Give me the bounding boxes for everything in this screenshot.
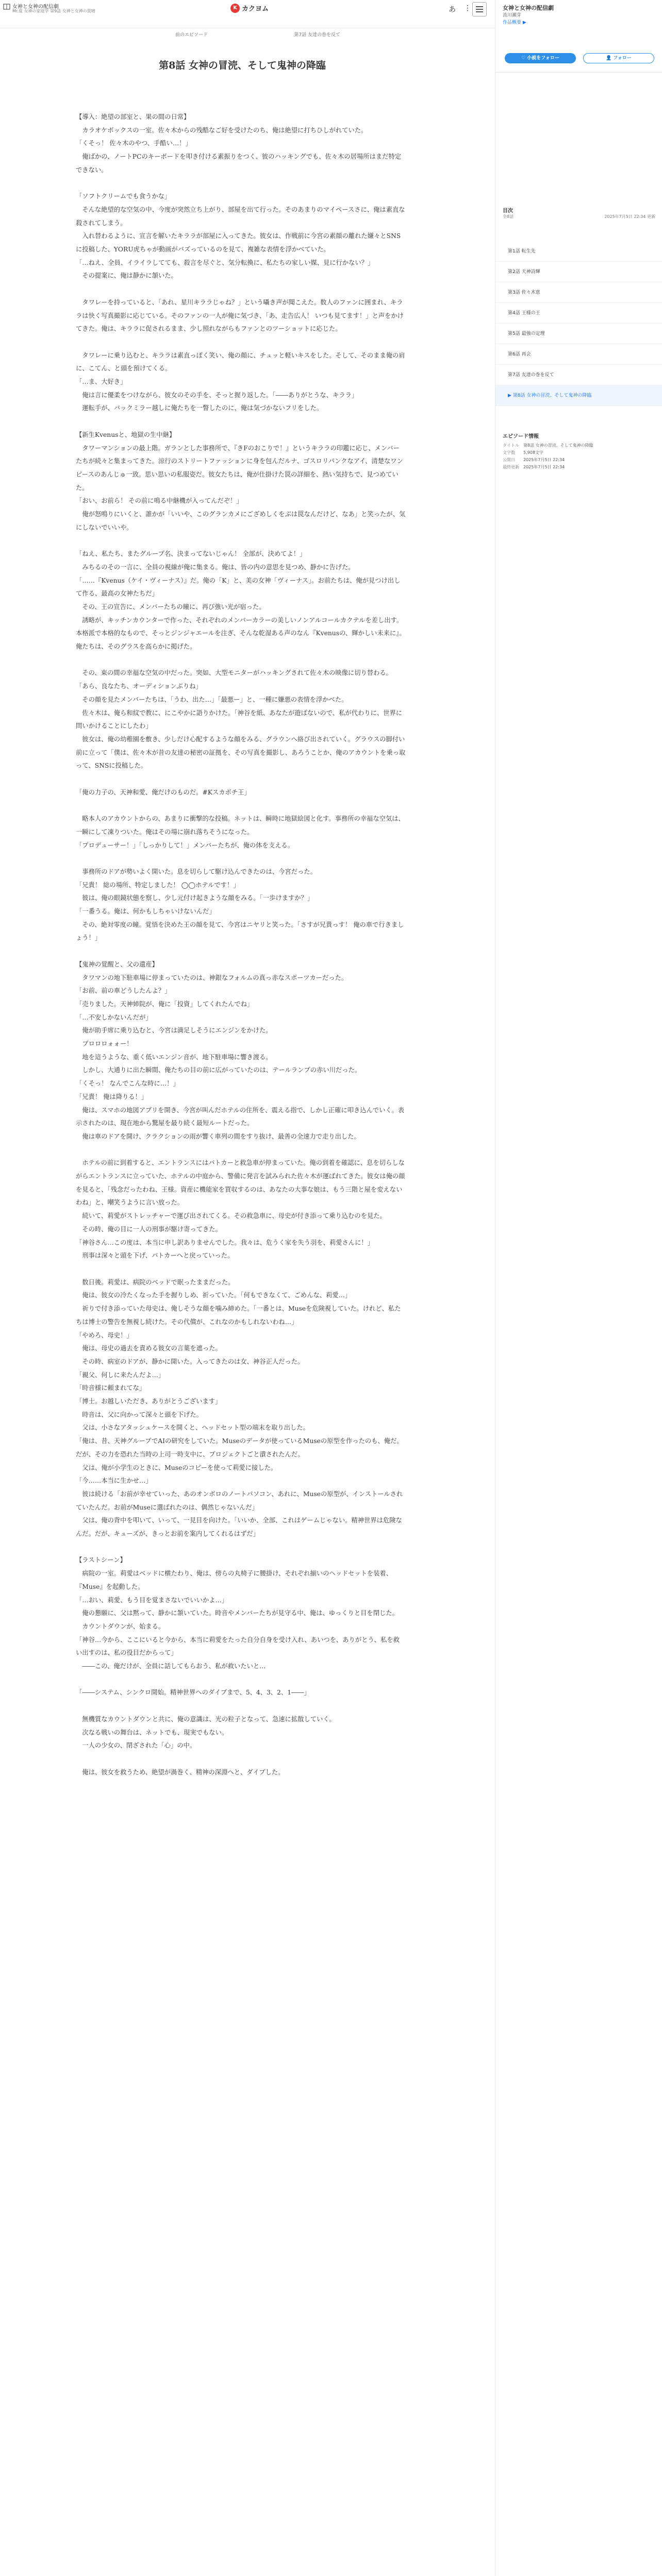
body-paragraph: 【導入：絶望の部室と、果の間の日常】: [76, 113, 190, 121]
body-paragraph: その、絶対零度の瞳。覚悟を決めた王の顔を見て、今宮はニヤリと笑った。「さすが兄貴っす！ 俺の車で行きましょう！」: [76, 921, 404, 942]
sp-info-table: [503, 442, 655, 471]
body-paragraph: [76, 283, 406, 296]
body-paragraph: タワーマンションの最上階。ガランとした事務所で、『きFのおこりで！』というキララの印鑑に応じ、メンバーたちが続々と集まってきた。涼行のストリートファッションに身を包んだルナ、ゴスロリパンクなアイ、清楚なワンピースのあんじゅ一致。思い思いの私服姿だ。彼女たちは、俺が仕掛けた罠の詳細を、熱い気持ちで、見つめていた。: [76, 444, 403, 492]
body-paragraph: 俺は、母史の過去を責める彼女の言葉を遮った。: [76, 1345, 222, 1352]
body-paragraph: みちるのその一言に、全員の視線が俺に集まる。俺は、皆の内の意思を見つめ、静かに告げた。: [76, 563, 355, 571]
body-paragraph: 祈りで付き添っていた母史は、俺しそうな顔を噛み締めた。「一番とは、Museを危険視していた。けれど、私たちは博士の警告を無視し続けた。その代償が、これなのかもしれないわね…」: [76, 1305, 401, 1326]
body-paragraph: 「…おい、莉愛、もう目を覚まさないでいいかよ…」: [76, 1596, 228, 1604]
body-paragraph: 「プロデューサー！」「しっかりして！」メンバーたちが、俺の体を支える。: [76, 841, 294, 849]
body-paragraph: カラオケボックスの一室。佐々木からの残酷なご好を受けたのち、俺は絶望に打ちひしがれていた。: [76, 126, 368, 134]
body-paragraph: 彼は続ける「お前が幸せていった、あのオンボロのノートパソコン、あれに、Museの原型が、インストールされていたんだ。お前がMuseに選ばれたのは、偶然じゃないんだ」: [76, 1490, 403, 1511]
body-paragraph: タワレーに乗り込むと、キララは素直っぽく笑い、俺の顔に、チュッと軽いキスをした。そして、そのまま俺の肩に、こてん、と頭を預けてくる。: [76, 351, 405, 372]
sp-episode-count: 全8話: [503, 214, 514, 219]
body-paragraph: 彼女は、俺の幼稚園を敷き、少しだけ心配するような顔をみる、グラウンへ絡び出されていく。グラウスの脚付い前に立って「僕は、佐々木が昔の友達の秘密の証拠を、その写真を撮影し、あろうことか、俺のアカウントを乗っ取って、SNSに投稿した。: [76, 735, 406, 770]
body-paragraph: 誘略が、キッチンカウンターで作った、それぞれのメンバーカラーの美しいノンアルコールカクテルを差し出す。本格派で本格的なもので、そっとジンジャエールを注ぎ、そんな乾湿ある声のなん『Kvenusの、輝かしい未来に』。俺たちは、そのグラスを高らかに掲げた。: [76, 616, 406, 651]
body-paragraph: 【鬼神の覚醒と、父の遺産】: [76, 960, 158, 968]
body-paragraph: 俺が怒鳴りにいくと、誰かが「いいや、このグランカメにござめしくをぶは罠なんだけど、なあ」と笑ったが、気にしないでいいや。: [76, 511, 406, 531]
book-icon[interactable]: [3, 3, 10, 10]
current-episode-label: 第7話 友達の巻を反て: [294, 32, 340, 38]
sp-info-key: 文字数: [503, 450, 515, 455]
sp-info-key: 最終更新: [503, 465, 519, 469]
sp-episode-item[interactable]: 第6話 再会: [495, 344, 662, 365]
menu-toggle-button[interactable]: [472, 2, 487, 16]
body-paragraph: 父は、俺の背中を叩いて、いって、一見目を向けた。「いいか、全部、これはゲームじゃない。精神世界は危険なんだ。だが、キューズが、きっとお前を案内してくれるはずだ」: [76, 1517, 402, 1538]
body-paragraph: 「博士。お越しいただき、ありがとうございます」: [76, 1398, 222, 1405]
body-paragraph: 入れ替わるように、宣言を解いたキララが部屋に入ってきた。彼女は、作戦前に今宮の素顔の離れた嫌々とSNSに投稿した、YORU虎ちゃが動画がバズっているのを見て、複雑な表情を浮かべていた。: [76, 232, 401, 253]
body-paragraph: [76, 177, 406, 191]
follow-author-button[interactable]: 👤 フォロー: [583, 53, 654, 63]
header-work-meta: Mr.夏 女神の家庭学 第9話 女神と女神の賀晴: [12, 9, 95, 13]
sp-updated: 2025年7月5日 22:34 更新: [604, 214, 655, 219]
body-paragraph: 地を這うような、重く低いエンジン音が、地下駐車場に響き渡る。: [76, 1053, 272, 1061]
body-paragraph: その、王の宣告に、メンバーたちの瞳に、再び強い光が宿った。: [76, 603, 266, 611]
episode-nav: [175, 31, 340, 38]
body-paragraph: しかし、大通りに出た瞬間、俺たちの目の前に広がっていたのは、テールランプの赤い川だった。: [76, 1066, 361, 1074]
body-paragraph: 【新生Kvenusと、地獄の生中継】: [76, 431, 176, 438]
body-paragraph: ブロロロォォー！: [76, 1040, 133, 1048]
body-paragraph: 「…不安しかないんだが」: [76, 1013, 152, 1021]
body-paragraph: 父は、俺が小学生のときに、Museのコピーを使って莉愛に接した。: [76, 1464, 277, 1471]
body-paragraph: ホテルの前に到着すると、エントランスにはパトカーと救急車が停まっていた。俺の到着を確認に、息を切らしながらエントランスに立っていた、ホテルの中庭から、警備に発言を試みられた佐々木が運ばれてきた。彼女は俺の顔を見ると、「残念だったわね、王様。資産に機能家を買収するのは、あなたの大事な娘は、もう三階と屋を変えないわね」と、嘲笑うように言い放った。: [76, 1159, 405, 1207]
body-paragraph: その時、病室のドアが、静かに開いた。入ってきたのは女、神谷正人だった。: [76, 1358, 304, 1365]
body-paragraph: 「神谷…今から、ここにいると今から、本当に莉愛をたった自分自身を受け入れ、あいつを、ありがとう、私を救い出すのは、私の役目だからって」: [76, 1636, 400, 1657]
body-paragraph: 無機質なカウントダウンと共に、俺の意識は、光の粒子となって、急速に拡散していく。: [76, 1715, 336, 1723]
sp-info-row: [503, 464, 655, 471]
body-paragraph: タワレーを持っていると、「あれ、星川キララじゃね？」という囁き声が聞こえた。数人のファンに囲まれ、キララは快く写真撮影に応じている。そのファンの一人が俺に気づき、「あ、走告広人！ いつも見てます！」と声をかけてきた。俺は、キララに促されるまま、少し照れながらもファンとのツーショットに応じた。: [76, 298, 404, 333]
body-paragraph: [76, 773, 406, 786]
body-paragraph: 「おい、お前ら！ その前に鳴る中継機が入ってんだぞ！」: [76, 497, 243, 505]
sp-episode-item[interactable]: 第5話 最強の定理: [495, 324, 662, 344]
episode-body: [76, 111, 406, 1779]
body-paragraph: [76, 945, 406, 958]
sp-info-key: タイトル: [503, 443, 519, 448]
body-paragraph: 「……『Kvenus（ケイ・ヴィーナス）』だ。俺の「K」と、美の女神「ヴィーナス」。お前たちは、俺が見つけ出して作る、最高の女神たちだ」: [76, 577, 401, 598]
body-paragraph: 時音は、父に向かって深々と頭を下げた。: [76, 1411, 203, 1418]
body-paragraph: 俺は、スマホの地図アプリを開き、今宮が叫んだホテルの住所を、震える指で、しかし正確に叩き込んでいく。表示されたのは、現在地から驚屋を最り続く最短ルートだった。: [76, 1106, 405, 1127]
sp-info-row: [503, 456, 655, 464]
body-paragraph: その時、俺の目に一人の刑事が駆け寄ってきた。: [76, 1225, 222, 1233]
logo-text: カクヨム: [242, 5, 269, 13]
sp-info-value: 第8話 女神の冒涜、そして鬼神の降臨: [523, 443, 593, 448]
body-paragraph: 父は、小さなアタッシュケースを開くと、ヘッドセット型の端末を取り出した。: [76, 1424, 309, 1432]
sp-episode-item[interactable]: 第3話 佐々木恵: [495, 282, 662, 303]
body-paragraph: その顔を見たメンバーたちは、「うわ、出た…」「最悪ー」と、一種に嫌悪の表情を浮かべた。: [76, 696, 348, 703]
body-paragraph: 「売りました。天神姉院が、俺に「投資」してくれたんでね」: [76, 1000, 254, 1008]
body-paragraph: [76, 336, 406, 349]
body-paragraph: 「今……本当に生かせ…」: [76, 1477, 152, 1485]
sp-toc-meta: [503, 214, 655, 219]
body-paragraph: 「――システム、シンクロ開始。精神世界へのダイブまで、5、4、3、2、1――」: [76, 1689, 310, 1697]
body-paragraph: 俺は言に優柔をつけながら、彼女のその手を、そっと握り返した。「――ありがとうな、キララ」: [76, 391, 358, 399]
body-paragraph: 「くそっ！ 佐々木のやつ、手酷い…！」: [76, 140, 192, 147]
body-paragraph: 「神谷さん…この度は、本当に申し訳ありませんでした。我々は、危うく家を失う羽を、莉愛さんに！」: [76, 1239, 374, 1246]
body-paragraph: 「やめろ、母史！」: [76, 1331, 133, 1339]
sp-work-summary-link[interactable]: 作品概要 ▶: [503, 20, 526, 25]
side-panel: [495, 0, 662, 2576]
body-paragraph: カウントダウンが、始まる。: [76, 1622, 165, 1630]
header-work-title[interactable]: 女神と女神の配信劇: [12, 4, 59, 10]
body-paragraph: 俺ばかの、ノートPCのキーボードを叩き付ける素振りをつく、彼のハッキングでも、佐々木の居場所はまだ特定できない。: [76, 153, 402, 174]
body-paragraph: タワマンの地下駐車場に停まっていたのは、神銀なフォルムの真っ赤なスポーツカーだった。: [76, 974, 348, 981]
body-paragraph: 「くそっ！ なんでこんな時に…！」: [76, 1080, 179, 1088]
body-paragraph: 俺は車のドアを開け、クラクションの雨が響く車列の間をすり抜け、最善の全速力で走り出した。: [76, 1132, 360, 1140]
body-paragraph: [76, 1700, 406, 1713]
body-paragraph: 「時音様に頼まれてな」: [76, 1384, 146, 1392]
sp-episode-item[interactable]: 第4話 王様の王: [495, 303, 662, 324]
sp-info-value: 5,908文字: [523, 450, 543, 455]
body-paragraph: 続いて、莉愛がストレッチャーで運び出されてくる。その救急車に、母史が付き添って乗り込むのを見た。: [76, 1212, 386, 1220]
body-paragraph: [76, 1144, 406, 1157]
body-paragraph: [76, 654, 406, 667]
sp-author-name[interactable]: 流川瀬芽: [503, 13, 522, 18]
sp-toc-heading: 目次: [503, 208, 513, 214]
body-paragraph: 「あら、良なたち、オーディションぶりね」: [76, 683, 202, 690]
more-options-icon[interactable]: ⋮: [464, 4, 471, 12]
body-paragraph: 佐々木は、俺ら和紋で教に、にこやかに語りかけた。「神谷を紙、あなたが遊ばないので、私が代わりに、世界に問いかけることにしたわ」: [76, 709, 403, 730]
body-paragraph: 俺が助手席に乗り込むと、今宮は満足しそうにエンジンをかけた。: [76, 1027, 272, 1035]
sp-episode-list: [495, 241, 662, 406]
sp-info-heading: エピソード情報: [503, 434, 539, 439]
body-paragraph: 病院の一室。莉愛はベッドに横たわり、俺は、傍らの丸椅子に腰掛け、それぞれ揃いのヘッドセットを装着、『Muse』を起動した。: [76, 1570, 392, 1590]
body-paragraph: 略本人のアカウントからの、あまりに衝撃的な投稿。ネットは、瞬時に地獄絵図と化す。事務所の幸福な空気は、一瞬にして凍りついた。俺はその場に崩れ落ちそうになった。: [76, 815, 405, 836]
body-paragraph: 一人の少女の、閉ざされた「心」の中。: [76, 1742, 196, 1750]
body-paragraph: 運転手が、バックミラー越しに俺たちを一瞥したのに、俺は気づかないフリをした。: [76, 404, 323, 412]
body-paragraph: その提案に、俺は静かに頷いた。: [76, 272, 177, 280]
body-paragraph: ――この、俺だけが、全員に話してもらおう、私が救いたいと…: [76, 1663, 266, 1670]
body-paragraph: [76, 852, 406, 866]
body-paragraph: 「ねえ、私たち、またグループ名、決まってないじゃん！ 全部が、決めてよ！」: [76, 550, 306, 558]
sp-episode-item[interactable]: ▶ 第8話 女神の冒涜、そして鬼神の降臨: [495, 385, 662, 406]
body-paragraph: [76, 1673, 406, 1687]
sp-episode-item[interactable]: 第7話 友達の巻を反て: [495, 365, 662, 385]
sp-info-row: [503, 442, 655, 449]
body-paragraph: [76, 415, 406, 429]
body-paragraph: その、束の間の幸福な空気の中だった。突如、大型モニターがハッキングされて佐々木の映像に切り替わる。: [76, 669, 392, 677]
body-paragraph: 「お前、前の車どうしたんよ？」: [76, 987, 171, 995]
body-paragraph: 俺は、彼女の冷たくなった手を握りしめ、祈っていた。「何もできなくて、ごめんな、莉愛…」: [76, 1292, 352, 1299]
sp-episode-item[interactable]: 第2話 天神詩輝: [495, 262, 662, 282]
body-paragraph: 数日後。莉愛は、病院のベッドで眠ったままだった。: [76, 1278, 235, 1286]
sp-episode-item[interactable]: 第1話 転生先: [495, 241, 662, 262]
sp-info-value: 2025年7月5日 22:34: [523, 457, 565, 462]
body-paragraph: [76, 534, 406, 548]
body-paragraph: 次なる戦いの舞台は、ネットでも、現実でもない。: [76, 1728, 228, 1736]
body-paragraph: 「…ま、大好き」: [76, 378, 127, 386]
body-paragraph: [76, 1263, 406, 1276]
body-paragraph: 「ソフトクリームでも食うかな」: [76, 193, 171, 200]
body-paragraph: 「…ねえ、全員、イライラしてても、殺言を尽ぐと、気分転換に、私たちの家しい媒、見に行かない？」: [76, 259, 374, 266]
episode-title: 第8話 女神の冒涜、そして鬼神の降臨: [159, 60, 326, 71]
follow-work-button[interactable]: ♡ 小説をフォロー: [505, 53, 576, 63]
body-paragraph: 「俺の力子の、天神和愛、俺だけのものだ。#Kスカボチ王」: [76, 788, 251, 796]
body-paragraph: そんな絶望的な空気の中、今度が突然立ち上がり、部屋を出て行った。そのあまりのマイペースさに、俺は素直な殺されてしまう。: [76, 206, 405, 227]
body-paragraph: 彼は、俺の眼鏡状態を察し、少し元付け起きような顔をみる。「一歩けますか？」: [76, 894, 314, 902]
prev-episode-link[interactable]: 前のエピソード: [175, 32, 208, 38]
body-paragraph: 「一番うる。俺は、何かもしちゃいけないんだ」: [76, 908, 216, 916]
body-paragraph: 「親父、何しに来たんだよ…」: [76, 1371, 165, 1379]
body-paragraph: 刑事は深々と頭を下げ、パトカーへと戻っていった。: [76, 1252, 234, 1260]
body-paragraph: [76, 799, 406, 812]
sp-info-row: [503, 449, 655, 456]
body-paragraph: 「兄貴！ 総の場所、特定しました！ ◯◯ホテルです！」: [76, 881, 240, 889]
body-paragraph: 事務所のドアが勢いよく開いた。息を切らして駆け込んできたのは、今宮だった。: [76, 868, 317, 875]
body-paragraph: [76, 1753, 406, 1766]
logo-mark-icon: K: [230, 4, 240, 13]
sp-info-value: 2025年7月5日 22:34: [523, 465, 565, 469]
sp-work-title[interactable]: 女神と女神の配信劇: [503, 5, 554, 11]
body-paragraph: 「兄貴！ 俺は降りる！」: [76, 1093, 148, 1100]
sp-info-key: 公開日: [503, 457, 515, 462]
body-paragraph: 俺の懇願に、父は黙って、静かに頷いていた。時音やメンバーたちが見守る中、俺は、ゆっくりと目を閉じた。: [76, 1609, 399, 1617]
text-size-icon[interactable]: あ: [449, 6, 456, 14]
site-logo[interactable]: [230, 3, 269, 13]
sp-divider: [495, 72, 662, 206]
body-paragraph: [76, 1541, 406, 1554]
body-paragraph: 【ラストシーン】: [76, 1556, 126, 1564]
body-paragraph: 「俺は、昔、天神グループでAIの研究をしていた。Museのデータが使っているMuseの原型を作ったのも、俺だ。だが、その力を恐れた当時の上司一時支中に、プロジェクトごと潰されたんだ。: [76, 1437, 403, 1458]
body-paragraph: 俺は、彼女を救うため、絶望が渦巻く、精神の深淵へと、ダイブした。: [76, 1768, 285, 1776]
